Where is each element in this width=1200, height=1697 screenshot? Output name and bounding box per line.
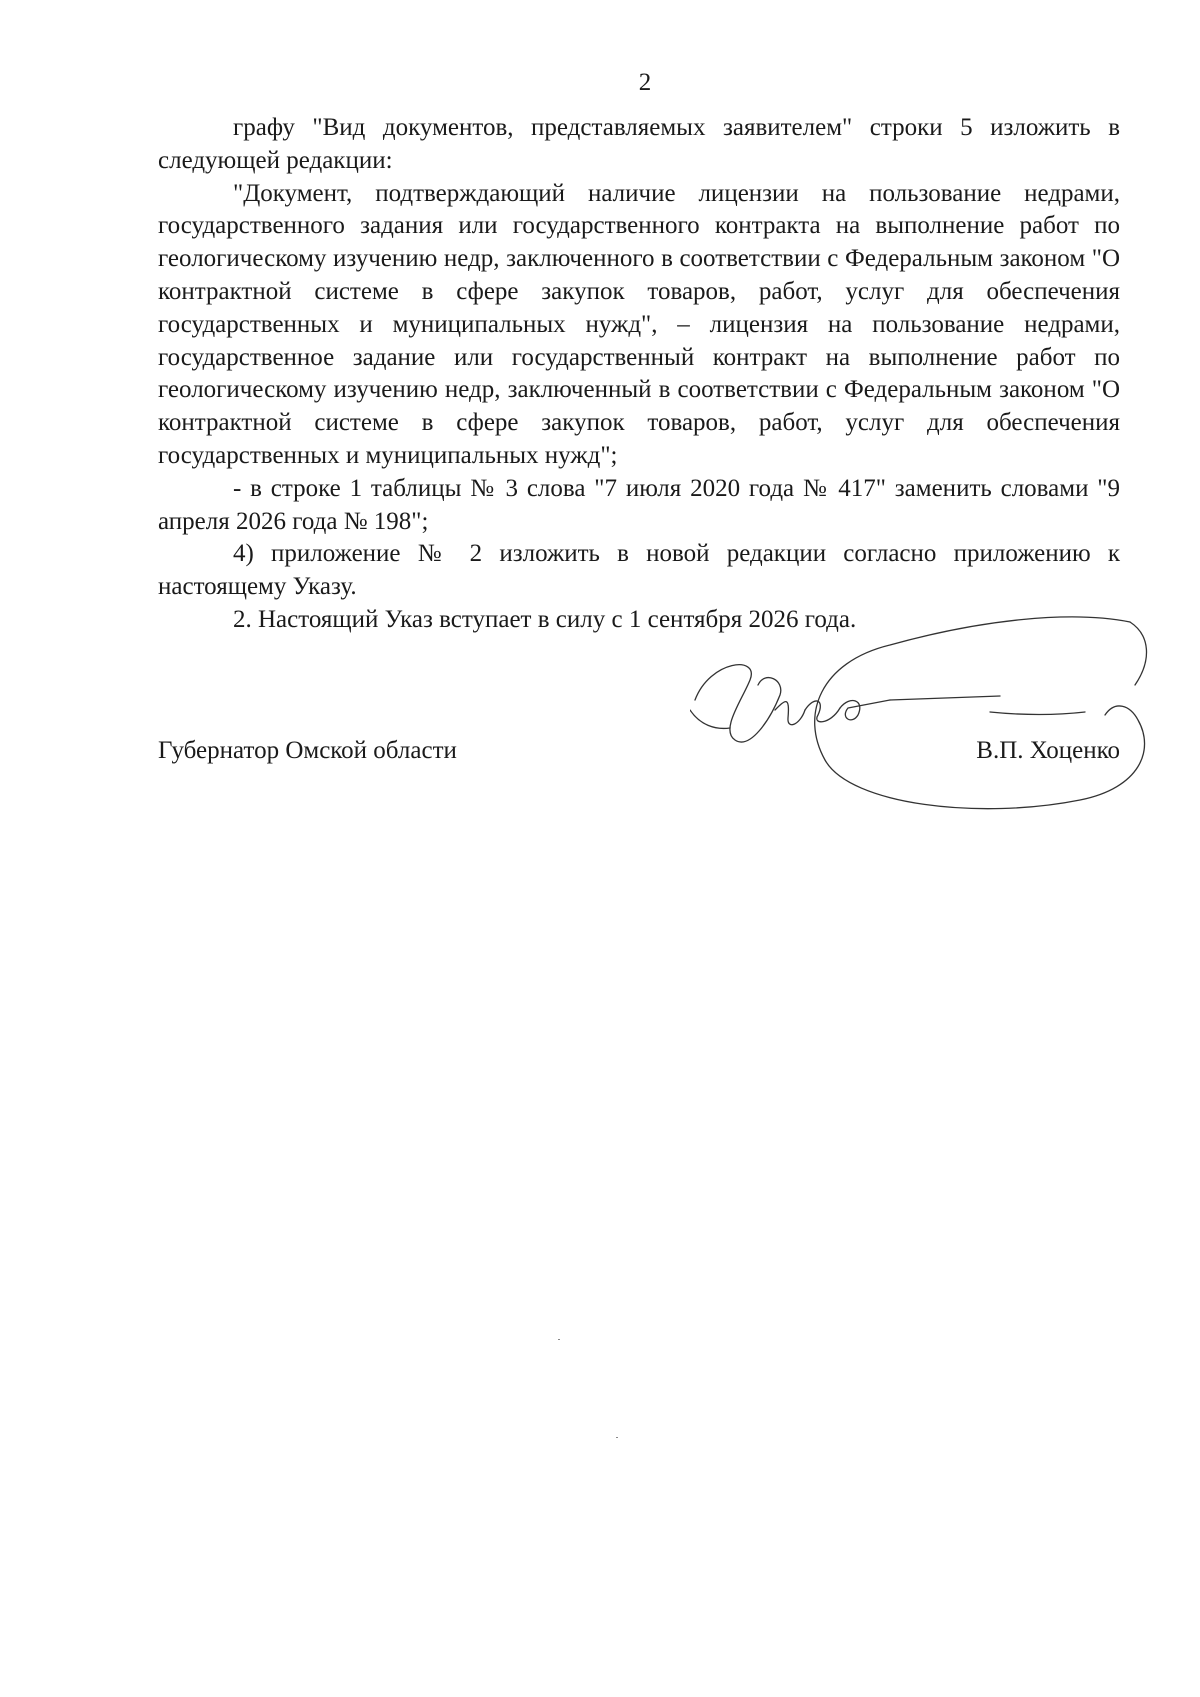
handwritten-signature bbox=[690, 600, 1160, 830]
signatory-title: Губернатор Омской области bbox=[158, 737, 457, 764]
paragraph-column-edit: графу "Вид документов, представляемых заявителем" строки 5 изложить в следующей редакции: bbox=[158, 114, 1120, 174]
paragraph-table-amendment: - в строке 1 таблицы № 3 слова "7 июля 2020 года № 417" заменить словами "9 апреля 2026 года № 198"; bbox=[158, 474, 1120, 535]
document-body bbox=[158, 112, 1120, 637]
scan-speck bbox=[616, 1437, 618, 1438]
scan-speck bbox=[558, 1339, 560, 1340]
page-number: 2 bbox=[638, 69, 652, 96]
signatory-name: В.П. Хоценко bbox=[976, 737, 1120, 764]
paragraph-effective-date: 2. Настоящий Указ вступает в силу с 1 сентября 2026 года. bbox=[233, 605, 857, 633]
paragraph-new-wording: "Документ, подтверждающий наличие лицензии на пользование недрами, государственного задания или государственного контракта на выполнение работ по геологическому изучению недр, заключенного в соответствии с Федеральным законом "О контрактной системе в сфере закупок товаров, работ, услуг для обеспечения государственных и муниципальных нужд", – лицензия на пользование недрами, государственное задание или государственный контракт на выполнение работ по геологическому изучению недр, заключенный в соответствии с Федеральным законом "О контрактной системе в сфере закупок товаров, работ, услуг для обеспечения государственных и муниципальных нужд"; bbox=[158, 179, 1120, 469]
paragraph-appendix: 4) приложение № 2 изложить в новой редакции согласно приложению к настоящему Указу. bbox=[158, 540, 1120, 601]
